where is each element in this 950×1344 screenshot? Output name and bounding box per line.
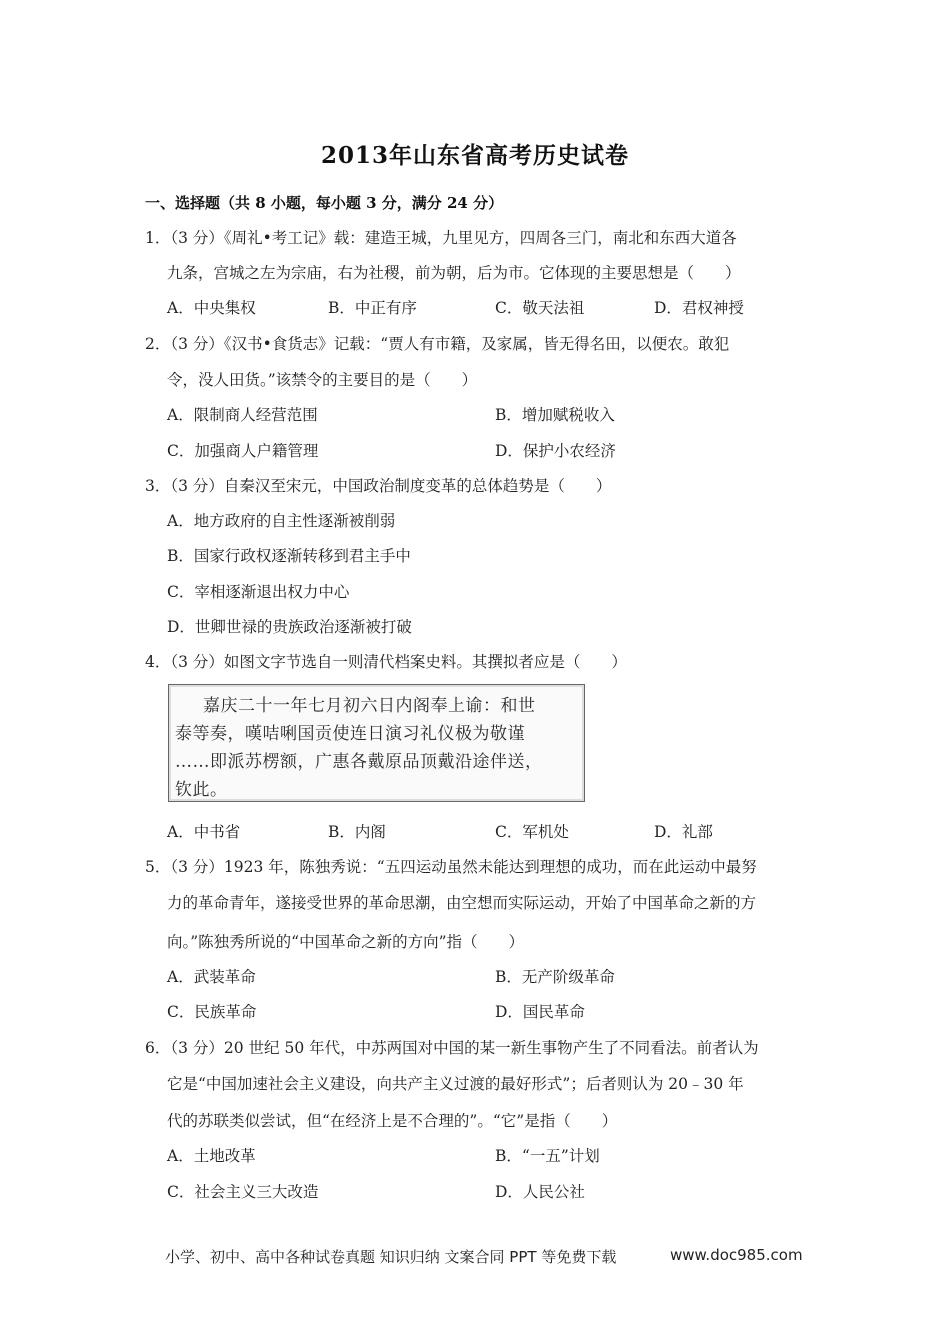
- question-6-stem-cont-1: 它是“中国加速社会主义建设，向共产主义过渡的最好形式”；后者则认为 20﹣30 年: [167, 1075, 744, 1093]
- question-3-option-d: D．世卿世禄的贵族政治逐渐被打破: [167, 618, 412, 636]
- question-4-stem: 4．（3 分）如图文字节选自一则清代档案史料。其撰拟者应是（ ）: [145, 653, 627, 671]
- footer-text: 小学、初中、高中各种试卷真题 知识归纳 文案合同 PPT 等免费下载: [165, 1248, 617, 1266]
- question-2-option-c: C．加强商人户籍管理: [167, 442, 319, 460]
- question-1-option-d: D．君权神授: [654, 299, 744, 317]
- archive-line-4: 钦此。: [175, 780, 228, 800]
- question-3-option-a: A．地方政府的自主性逐渐被削弱: [167, 512, 396, 530]
- question-4-option-d: D．礼部: [654, 823, 713, 841]
- question-4-option-a: A．中书省: [167, 823, 241, 841]
- question-2-option-d: D．保护小农经济: [495, 442, 616, 460]
- question-6-option-c: C．社会主义三大改造: [167, 1183, 319, 1201]
- question-5-stem: 5．（3 分）1923 年，陈独秀说：“五四运动虽然未能达到理想的成功，而在此运动中最努: [145, 858, 757, 876]
- question-5-stem-cont-2: 向。”陈独秀所说的“中国革命之新的方向”指（ ）: [167, 933, 525, 951]
- archive-line-3: ……即派苏楞额，广惠各戴原品顶戴沿途伴送，: [175, 752, 543, 772]
- footer-link[interactable]: www.doc985.com: [670, 1246, 803, 1264]
- question-3-option-b: B．国家行政权逐渐转移到君主手中: [167, 547, 411, 565]
- question-1-option-a: A．中央集权: [167, 299, 256, 317]
- question-1-option-b: B．中正有序: [328, 299, 417, 317]
- question-6-option-d: D．人民公社: [495, 1183, 585, 1201]
- section-heading: 一、选择题（共 8 小题，每小题 3 分，满分 24 分）: [145, 194, 504, 212]
- page-footer: [165, 1246, 803, 1267]
- question-5-stem-cont-1: 力的革命青年，遂接受世界的革命思潮，由空想而实际运动，开始了中国革命之新的方: [167, 894, 757, 912]
- question-5-option-a: A．武装革命: [167, 968, 256, 986]
- question-3-stem: 3．（3 分）自秦汉至宋元，中国政治制度变革的总体趋势是（ ）: [145, 477, 612, 495]
- question-3-option-c: C．宰相逐渐退出权力中心: [167, 583, 350, 601]
- question-1-stem: 1．（3 分）《周礼•考工记》载：建造王城，九里见方，四周各三门，南北和东西大道各: [145, 229, 737, 247]
- archive-line-1: 嘉庆二十一年七月初六日内阁奉上谕：和世: [203, 696, 536, 716]
- question-2-option-b: B．增加赋税收入: [495, 406, 615, 424]
- question-5-option-b: B．无产阶级革命: [495, 968, 615, 986]
- question-5-option-c: C．民族革命: [167, 1003, 257, 1021]
- question-6-option-a: A．土地改革: [167, 1147, 256, 1165]
- page-title: 2013年山东省高考历史试卷: [320, 142, 629, 169]
- question-4-option-c: C．军机处: [495, 823, 569, 841]
- archive-text-image: [168, 684, 585, 802]
- question-5-option-d: D．国民革命: [495, 1003, 585, 1021]
- archive-line-2: 泰等奏，嘆咭唎国贡使连日演习礼仪极为敬谨: [175, 724, 525, 744]
- question-2-option-a: A．限制商人经营范围: [167, 406, 318, 424]
- question-6-stem: 6．（3 分）20 世纪 50 年代，中苏两国对中国的某一新生事物产生了不同看法。前者认为: [145, 1039, 759, 1057]
- question-1-stem-cont: 九条，宫城之左为宗庙，右为社稷，前为朝，后为市。它体现的主要思想是（ ）: [167, 264, 741, 282]
- question-6-stem-cont-2: 代的苏联类似尝试，但“在经济上是不合理的”。“它”是指（ ）: [167, 1112, 618, 1130]
- question-4-option-b: B．内阁: [328, 823, 386, 841]
- question-2-stem: 2．（3 分）《汉书•食货志》记载：“贾人有市籍，及家属，皆无得名田，以便农。敢犯: [145, 335, 730, 353]
- question-1-option-c: C．敬天法祖: [495, 299, 585, 317]
- question-6-option-b: B．“一五”计划: [495, 1147, 600, 1165]
- question-2-stem-cont: 令，没人田货。”该禁令的主要目的是（ ）: [167, 371, 478, 389]
